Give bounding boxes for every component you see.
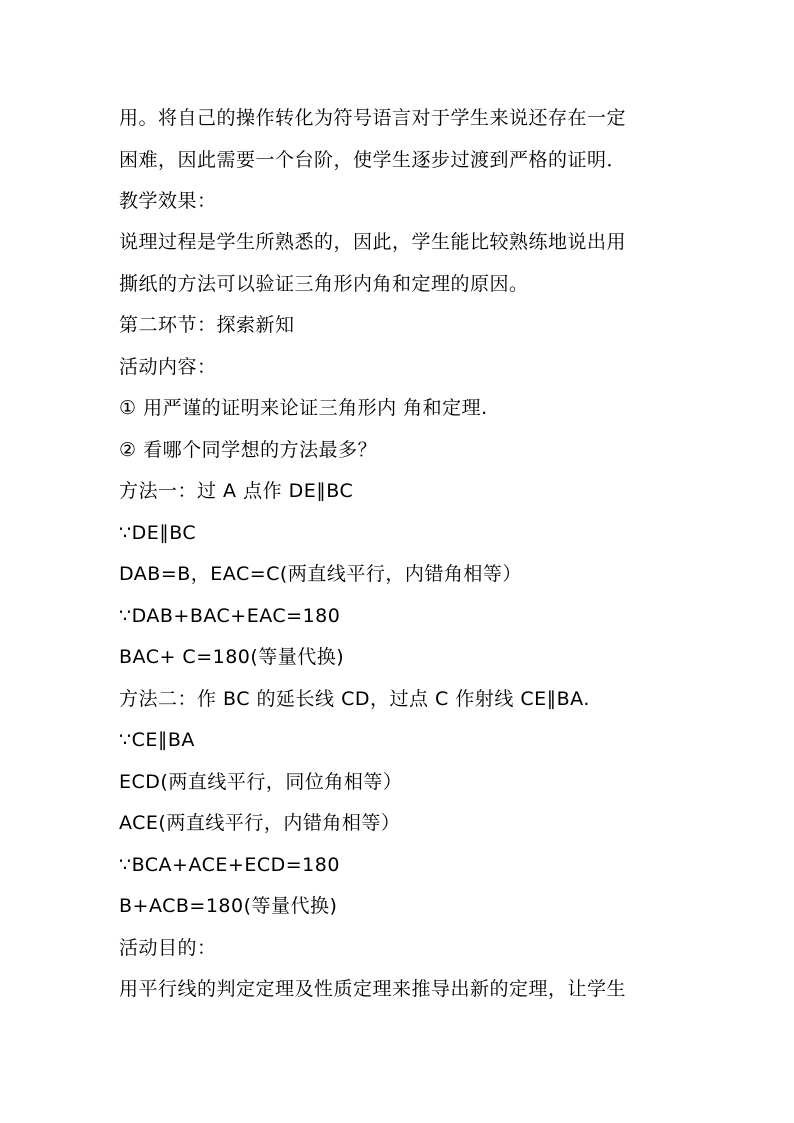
text-line: 用平行线的判定定理及性质定理来推导出新的定理，让学生 (119, 978, 627, 1000)
proof-line: ∵DE∥BC (119, 522, 197, 544)
proof-line: BAC+ C=180(等量代换) (119, 646, 345, 668)
proof-line: B+ACB=180(等量代换) (119, 895, 338, 917)
text-line: 用。将自己的操作转化为符号语言对于学生来说还存在一定 (119, 107, 627, 129)
proof-line: ∵DAB+BAC+EAC=180 (119, 605, 341, 627)
proof-line: ACE(两直线平行，内错角相等） (119, 812, 401, 834)
section-heading: 第二环节：探索新知 (119, 314, 295, 336)
proof-line: ∵CE∥BA (119, 729, 195, 751)
section-heading: 活动内容： (119, 356, 217, 378)
method-heading: 方法二：作 BC 的延长线 CD，过点 C 作射线 CE∥BA. (119, 688, 590, 710)
section-heading: 教学效果： (119, 190, 217, 212)
list-item: ① 用严谨的证明来论证三角形内 角和定理. (119, 397, 488, 419)
section-heading: 活动目的： (119, 937, 217, 959)
proof-line: ECD(两直线平行，同位角相等） (119, 771, 403, 793)
proof-line: DAB=B，EAC=C(两直线平行，内错角相等） (119, 563, 522, 585)
text-line: 说理过程是学生所熟悉的，因此，学生能比较熟练地说出用 (119, 231, 627, 253)
method-heading: 方法一：过 A 点作 DE∥BC (119, 480, 354, 502)
text-line: 困难，因此需要一个台阶，使学生逐步过渡到严格的证明． (119, 149, 627, 171)
list-item: ② 看哪个同学想的方法最多？ (119, 439, 378, 461)
text-line: 撕纸的方法可以验证三角形内角和定理的原因。 (119, 273, 529, 295)
proof-line: ∵BCA+ACE+ECD=180 (119, 854, 340, 876)
